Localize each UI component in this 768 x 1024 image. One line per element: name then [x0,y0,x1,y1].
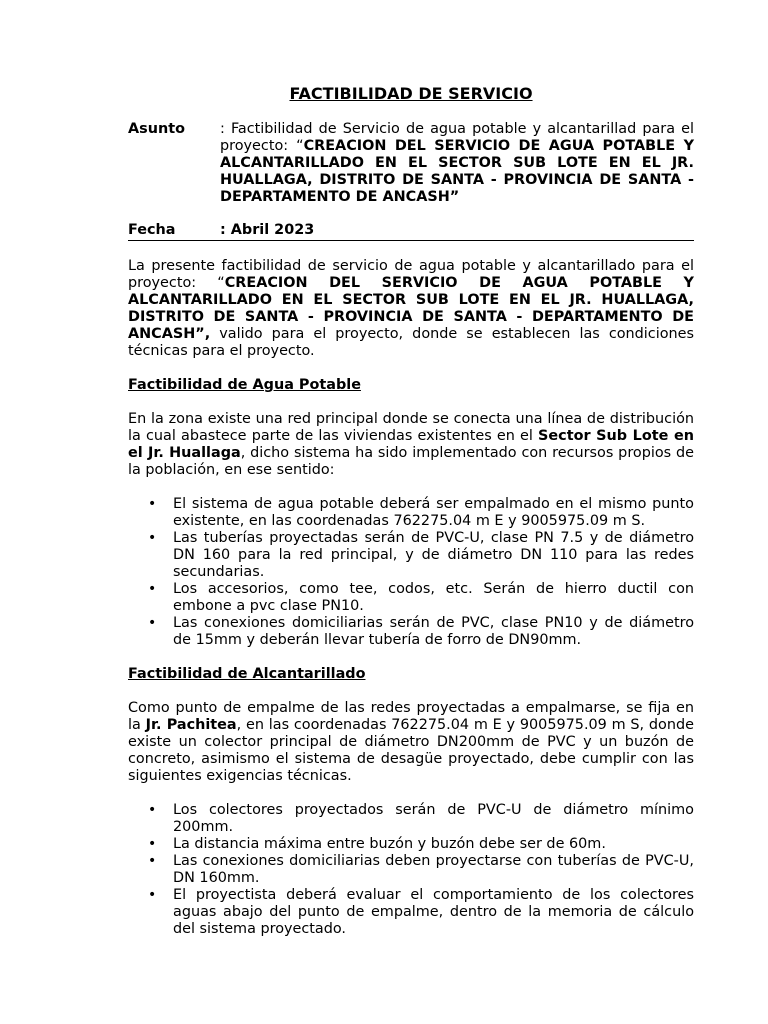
fecha-value: : Abril 2023 [220,222,315,238]
alcantarillado-bullet-list [128,802,694,938]
asunto-text: : Factibilidad de Servicio de agua potable y alcantarillad para el proyecto: “ [220,121,694,154]
list-item-text: La distancia máxima entre buzón y buzón debe ser de 60m. [173,836,606,852]
alcantarillado-text-1: Como punto de empalme de las redes proyectadas a empalmarse, se fija en la [128,700,694,733]
list-item-text: Las conexiones domiciliarias deben proyectarse con tuberías de PVC-U, DN 160mm. [173,853,694,886]
bullet-icon: • [148,887,157,903]
agua-text-1: En la zona existe una red principal donde se conecta una línea de distribución la cual abastece parte de las viviendas existentes en el [128,411,694,444]
agua-text-2: , dicho sistema ha sido implementado con recursos propios de la población, en ese sentido: [128,445,694,478]
list-item-text: El proyectista deberá evaluar el comportamiento de los colectores aguas abajo del punto de empalme, dentro de la memoria de cálculo del sistema proyectado. [173,887,694,937]
list-item [128,887,694,938]
bullet-icon: • [148,530,157,546]
document-page [128,83,694,938]
asunto-value [220,121,694,206]
list-item-text: Las conexiones domiciliarias serán de PVC, clase PN10 y de diámetro de 15mm y deberán llevar tubería de forro de DN90mm. [173,615,694,648]
agua-location: Sector Sub Lote en el Jr. Huallaga [128,428,694,461]
bullet-icon: • [148,853,157,869]
alcantarillado-text-2: , en las coordenadas 762275.04 m E y 9005975.09 m S, donde existe un colector principal de diámetro DN200mm de PVC y un buzón de concreto, asimismo el sistema de desagüe proyectado, debe cumplir con las siguientes exigencias técnicas. [128,717,694,784]
agua-paragraph [128,411,694,479]
bullet-icon: • [148,581,157,597]
list-item [128,615,694,649]
alcantarillado-location: Jr. Pachitea [145,717,237,733]
document-title: FACTIBILIDAD DE SERVICIO [289,84,533,103]
list-item [128,836,694,853]
bullet-icon: • [148,615,157,631]
list-item-text: Las tuberías proyectadas serán de PVC-U, clase PN 7.5 y de diámetro DN 160 para la red principal, y de diámetro DN 110 para las redes secundarias. [173,530,694,580]
agua-bullet-list [128,496,694,649]
list-item [128,853,694,887]
list-item [128,802,694,836]
bullet-icon: • [148,802,157,818]
intro-paragraph [128,258,694,360]
list-item [128,530,694,581]
alcantarillado-paragraph [128,700,694,785]
list-item-text: El sistema de agua potable deberá ser empalmado en el mismo punto existente, en las coordenadas 762275.04 m E y 9005975.09 m S. [173,496,694,529]
alcantarillado-heading: Factibilidad de Alcantarillado [128,666,366,682]
bullet-icon: • [148,496,157,512]
fecha-row [128,222,694,241]
bullet-icon: • [148,836,157,852]
list-item [128,496,694,530]
agua-heading: Factibilidad de Agua Potable [128,377,361,393]
list-item [128,581,694,615]
asunto-project-name: CREACION DEL SERVICIO DE AGUA POTABLE Y ALCANTARILLADO EN EL SECTOR SUB LOTE EN EL JR. HUALLAGA, DISTRITO DE SANTA - PROVINCIA DE SANTA - DEPARTAMENTO DE ANCASH” [220,138,694,205]
list-item-text: Los accesorios, como tee, codos, etc. Serán de hierro ductil con embone a pvc clase PN10. [173,581,694,614]
asunto-label: Asunto [128,121,185,137]
asunto-row [128,121,694,206]
fecha-label: Fecha [128,222,176,238]
intro-text-3: valido para el proyecto, donde se establecen las condiciones técnicas para el proyecto. [128,326,694,359]
list-item-text: Los colectores proyectados serán de PVC-U de diámetro mínimo 200mm. [173,802,694,835]
intro-text-1: La presente factibilidad de servicio de agua potable y alcantarillado para el proyecto: “ [128,258,694,291]
intro-project-name: CREACION DEL SERVICIO DE AGUA POTABLE Y ALCANTARILLADO EN EL SECTOR SUB LOTE EN EL JR. HUALLAGA, DISTRITO DE SANTA - PROVINCIA DE SANTA - DEPARTAMENTO DE ANCASH”, [128,275,694,342]
